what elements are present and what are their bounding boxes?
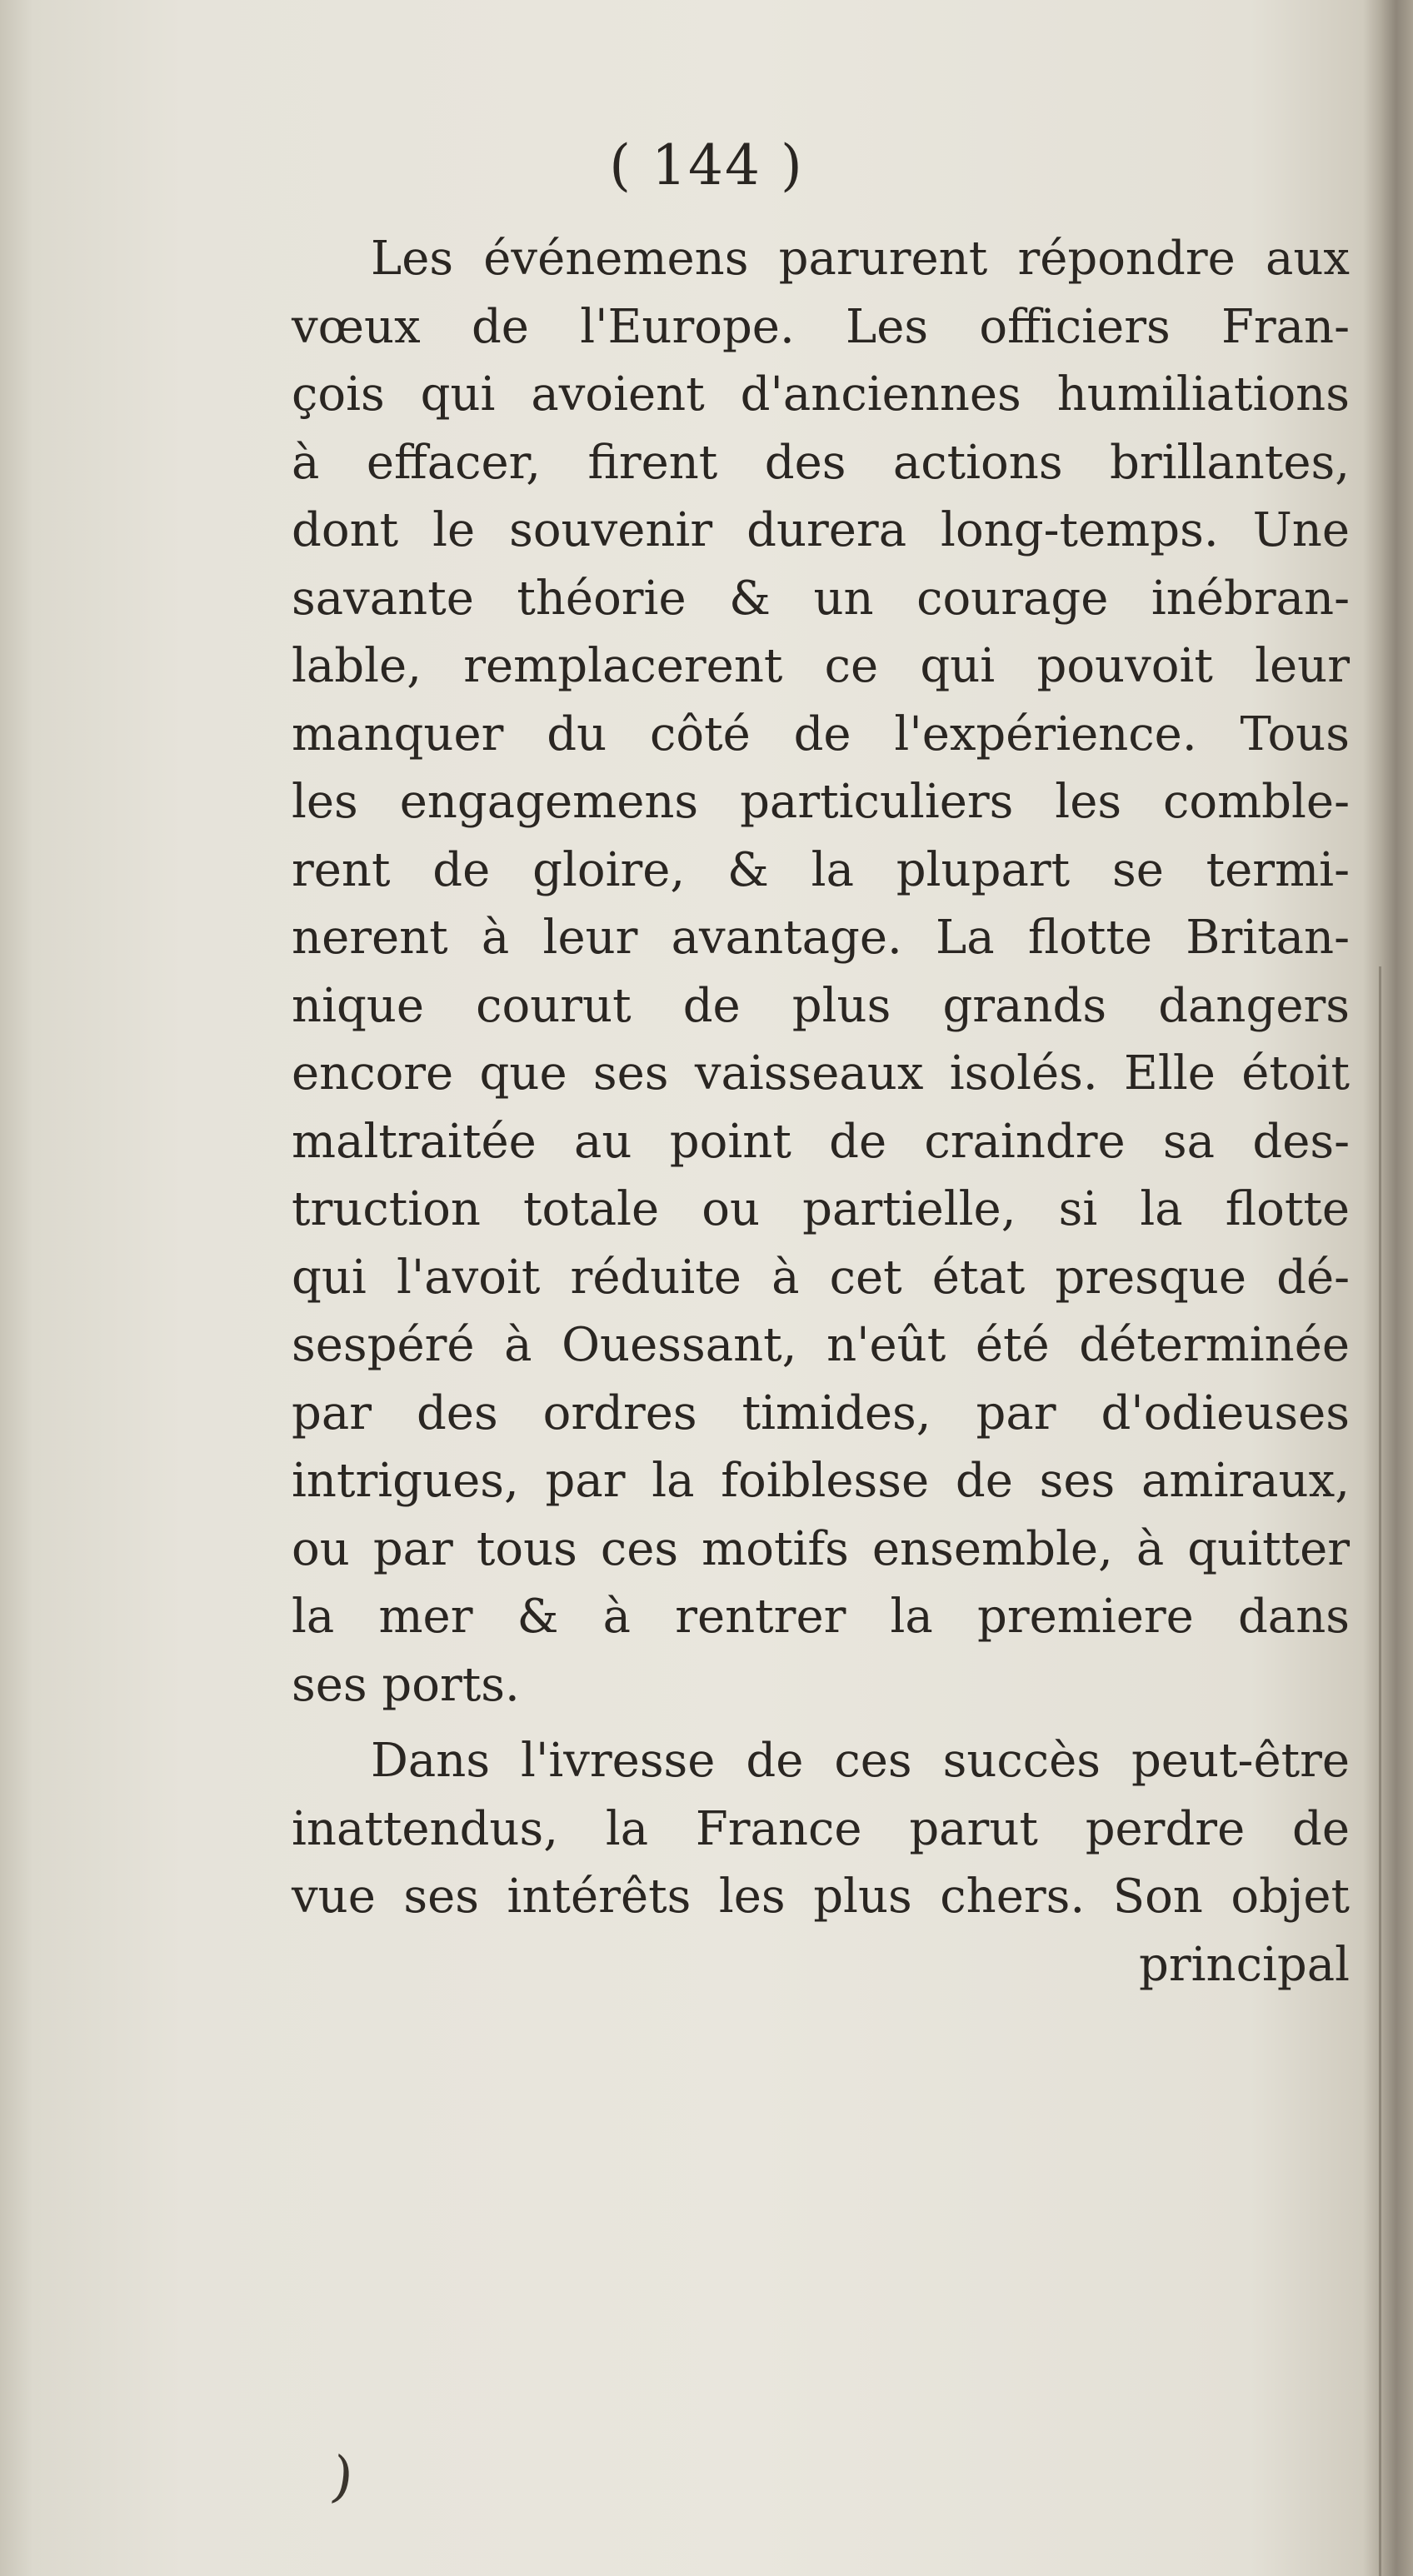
text-line: truction totale ou partielle, si la flotte [292, 1182, 1350, 1236]
text-line: les engagemens particuliers les comble- [292, 775, 1350, 829]
catchword: principal [1138, 1937, 1350, 1992]
page-number: ( 144 ) [609, 133, 804, 197]
text-line: vue ses intérêts les plus chers. Son objet [292, 1870, 1350, 1924]
paragraph-1 [292, 225, 1350, 1719]
text-line: nerent à leur avantage. La flotte Britan- [292, 911, 1350, 965]
text-line: par des ordres timides, par d'odieuses [292, 1385, 1350, 1440]
text-line: Dans l'ivresse de ces succès peut-être [371, 1734, 1350, 1788]
text-line: encore que ses vaisseaux isolés. Elle étoit [292, 1046, 1350, 1101]
text-line: à effacer, firent des actions brillantes, [292, 435, 1350, 490]
text-line: sespéré à Ouessant, n'eût été déterminée [292, 1318, 1350, 1372]
text-line: inattendus, la France parut perdre de [292, 1801, 1350, 1856]
text-line: nique courut de plus grands dangers [292, 978, 1350, 1033]
text-line: qui l'avoit réduite à cet état presque dé- [292, 1250, 1350, 1305]
margin-mark: ) [327, 2444, 357, 2511]
text-line: maltraitée au point de craindre sa des- [292, 1114, 1350, 1169]
text-line: savante théorie & un courage inébran- [292, 571, 1350, 626]
paragraph-2 [292, 1727, 1350, 1931]
text-line: dont le souvenir durera long-temps. Une [292, 503, 1350, 557]
page-edge [1363, 0, 1413, 2576]
text-line: lable, remplacerent ce qui pouvoit leur [292, 639, 1350, 693]
binding-edge-line [1379, 966, 1381, 2576]
text-line: la mer & à rentrer la premiere dans [292, 1590, 1350, 1644]
text-line: çois qui avoient d'anciennes humiliations [292, 367, 1350, 422]
text-line: Les événemens parurent répondre aux [371, 232, 1350, 286]
text-line: vœux de l'Europe. Les officiers Fran- [292, 299, 1350, 354]
text-line: ses ports. [292, 1657, 520, 1712]
text-line: manquer du côté de l'expérience. Tous [292, 706, 1350, 761]
text-line: ou par tous ces motifs ensemble, à quitter [292, 1521, 1350, 1576]
body-text [292, 225, 1350, 1999]
text-line: rent de gloire, & la plupart se termi- [292, 842, 1350, 897]
text-line: intrigues, par la foiblesse de ses amiraux, [292, 1454, 1350, 1508]
